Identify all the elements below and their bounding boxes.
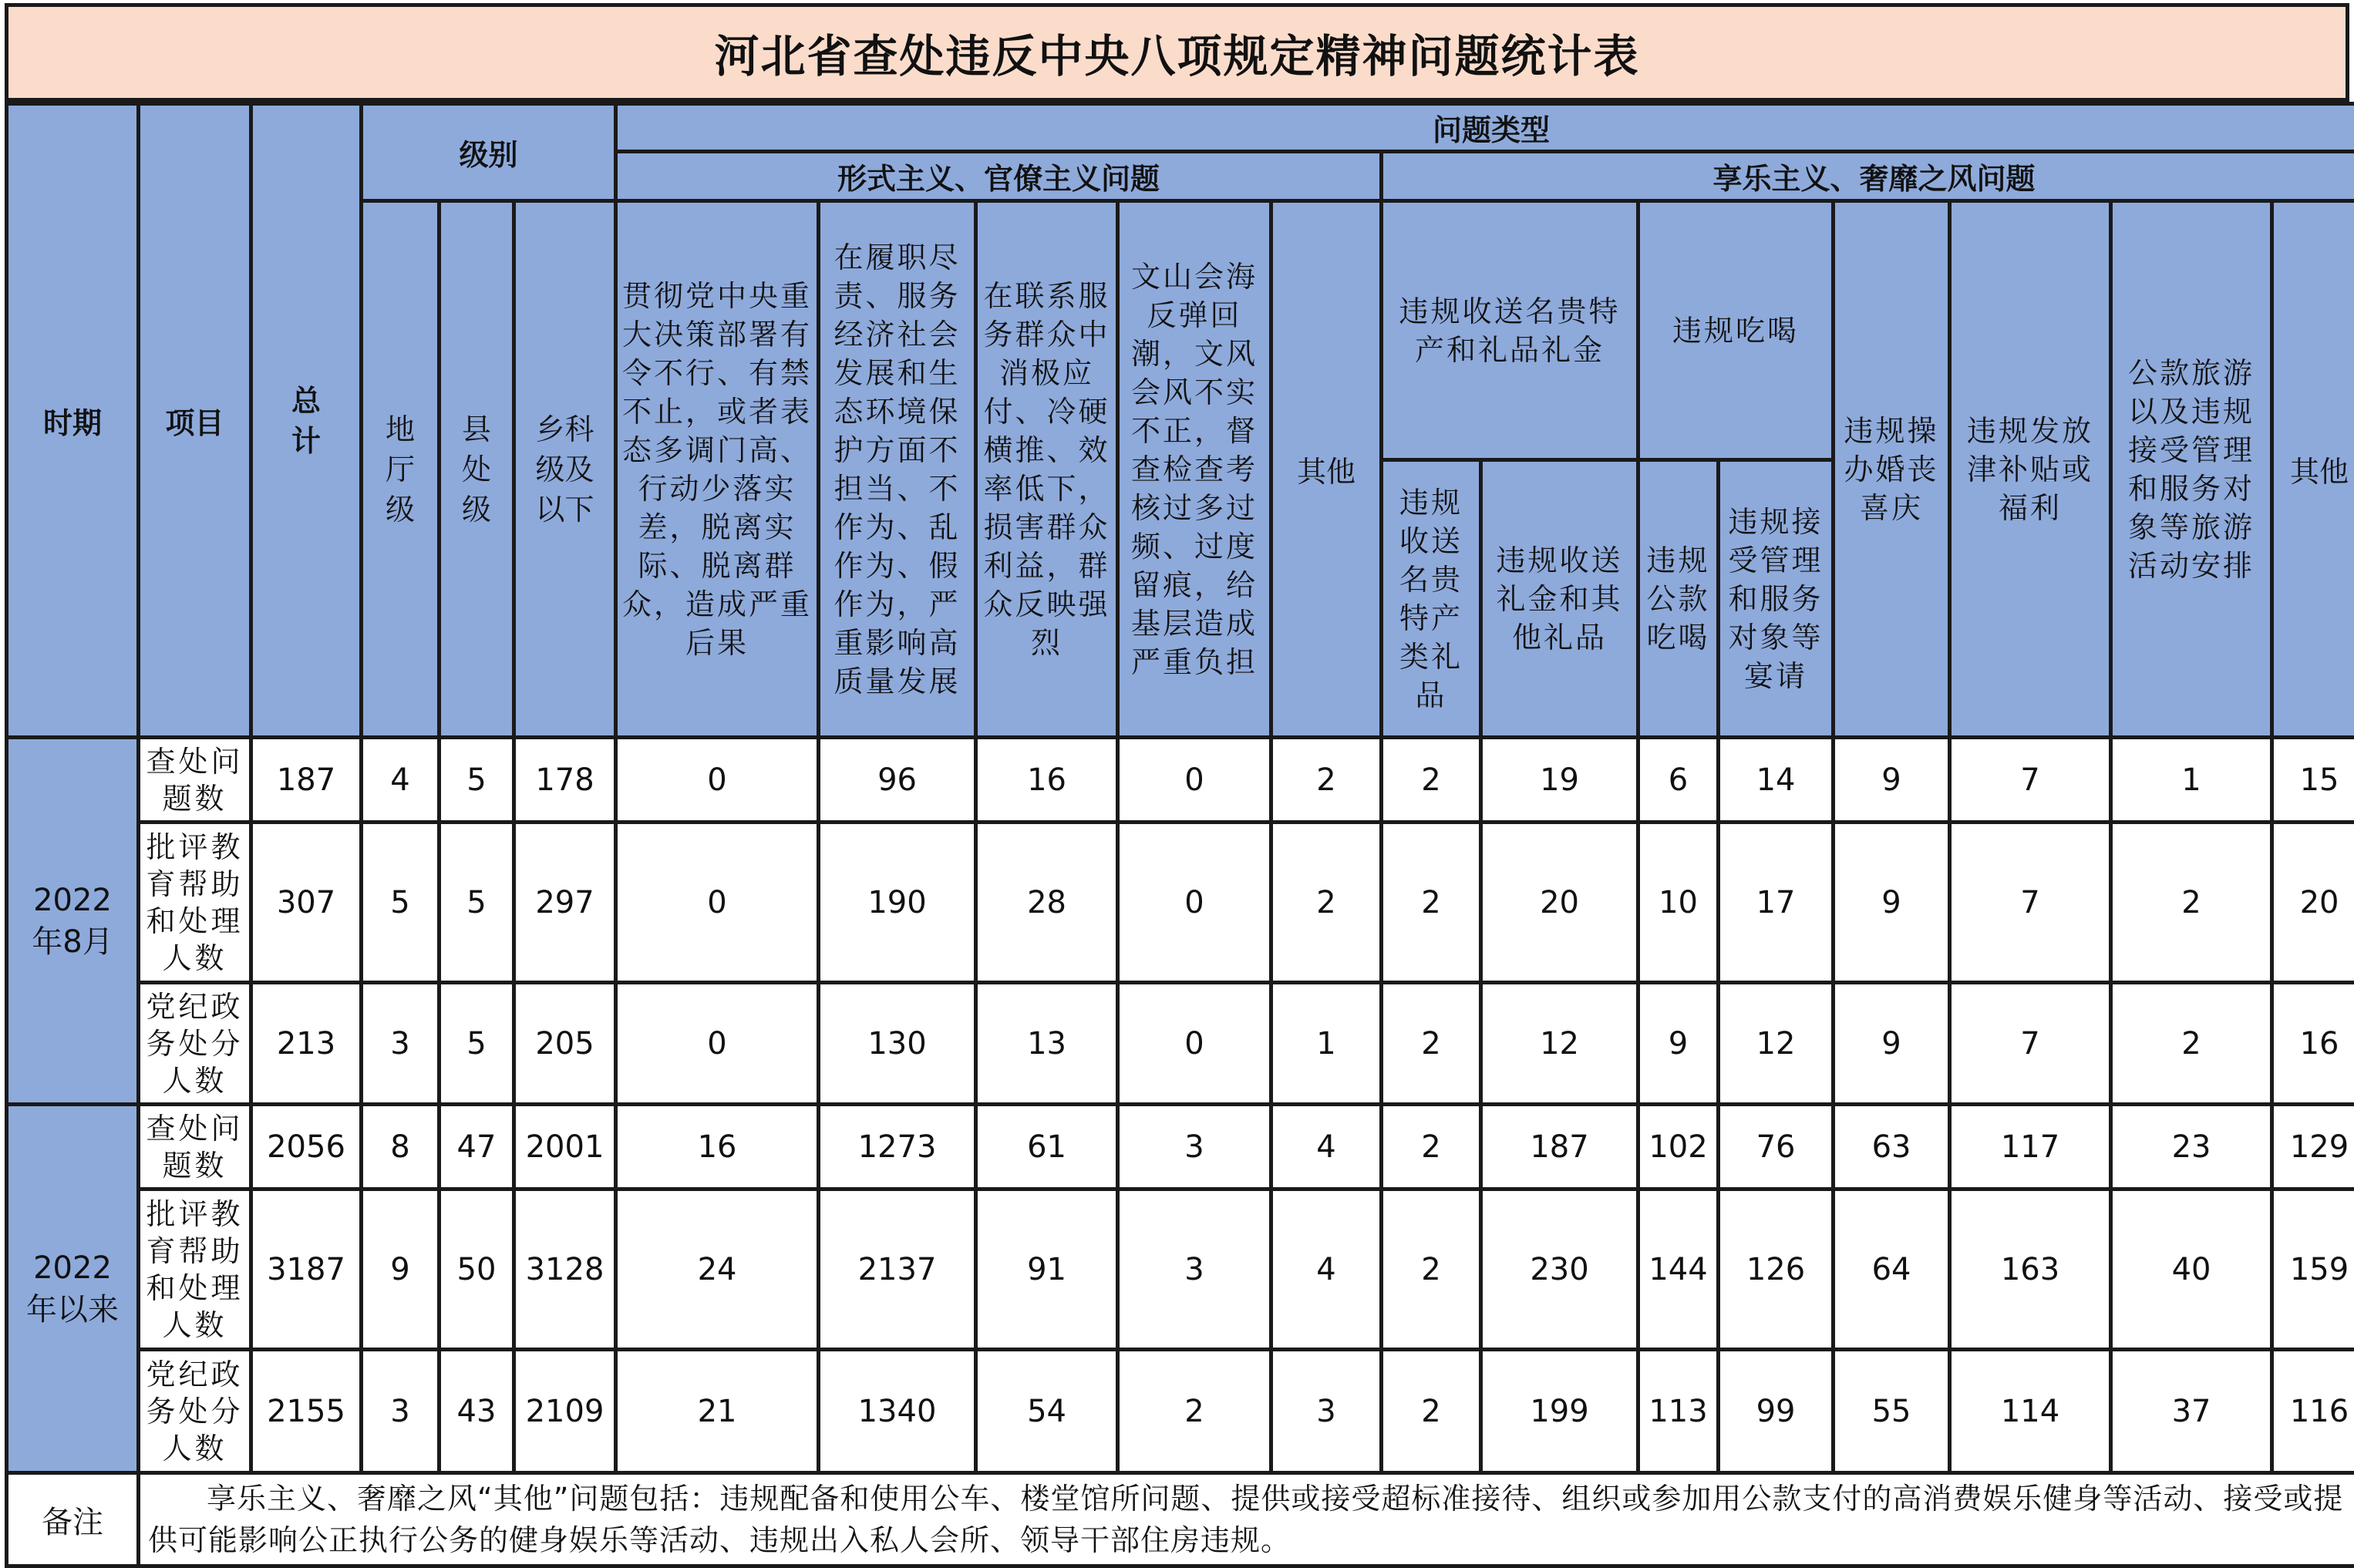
header-hedonism: 享乐主义、奢靡之风问题	[1382, 152, 2354, 201]
header-gifts-cash: 违规收送礼金和其他礼品	[1481, 460, 1638, 738]
page-title: 河北省查处违反中央八项规定精神问题统计表	[7, 5, 2348, 100]
cell-formalism-other: 2	[1271, 738, 1382, 823]
row-item-label: 批评教育帮助和处理人数	[139, 823, 251, 983]
note-text: 享乐主义、奢靡之风“其他”问题包括：违规配备和使用公车、楼堂馆所问题、提供或接受超标准接待、组织或参加用公款支付的高消费娱乐健身等活动、接受或提供可能影响公正执行公务的健身娱乐等活动、违规出入私人会所、领导干部住房违规。	[139, 1473, 2354, 1566]
cell-gifts-specialty: 2	[1382, 1350, 1481, 1473]
header-level-county	[439, 201, 514, 738]
cell-total: 307	[251, 823, 362, 983]
cell-gifts-cash: 187	[1481, 1105, 1638, 1189]
cell-gifts-specialty: 2	[1382, 1105, 1481, 1189]
cell-county: 5	[439, 823, 514, 983]
cell-weddings-funerals: 64	[1834, 1189, 1950, 1350]
cell-formalism-other: 4	[1271, 1189, 1382, 1350]
cell-hedonism-other: 20	[2272, 823, 2354, 983]
header-item: 项目	[139, 104, 251, 738]
header-total	[251, 104, 362, 738]
cell-dining-public: 6	[1638, 738, 1719, 823]
table-row	[7, 1350, 2354, 1473]
cell-allowances: 117	[1950, 1105, 2111, 1189]
cell-hedonism-other: 16	[2272, 983, 2354, 1105]
cell-prefecture: 3	[362, 983, 439, 1105]
header-level-county-text: 县处级	[460, 409, 493, 530]
cell-decision: 0	[616, 823, 819, 983]
cell-gifts-specialty: 2	[1382, 823, 1481, 983]
cell-formalism-other: 1	[1271, 983, 1382, 1105]
header-formalism: 形式主义、官僚主义问题	[616, 152, 1382, 201]
cell-meetings: 0	[1118, 823, 1271, 983]
cell-gifts-cash: 20	[1481, 823, 1638, 983]
cell-public-travel: 1	[2111, 738, 2272, 823]
header-dining-public: 违规公款吃喝	[1638, 460, 1719, 738]
header-period: 时期	[7, 104, 139, 738]
header-level: 级别	[362, 104, 616, 201]
cell-meetings: 3	[1118, 1189, 1271, 1350]
cell-dining-banquets: 76	[1719, 1105, 1834, 1189]
cell-township: 297	[514, 823, 616, 983]
cell-service: 16	[976, 738, 1118, 823]
cell-duty: 2137	[819, 1189, 976, 1350]
cell-duty: 130	[819, 983, 976, 1105]
cell-hedonism-other: 116	[2272, 1350, 2354, 1473]
period-label-text: 2022年8月	[22, 880, 123, 963]
cell-formalism-other: 2	[1271, 823, 1382, 983]
cell-service: 28	[976, 823, 1118, 983]
cell-weddings-funerals: 63	[1834, 1105, 1950, 1189]
header-formalism-decision: 贯彻党中央重大决策部署有令不行、有禁不止，或者表态多调门高、行动少落实差，脱离实际、脱离群众，造成严重后果	[616, 201, 819, 738]
cell-decision: 0	[616, 738, 819, 823]
cell-township: 3128	[514, 1189, 616, 1350]
cell-allowances: 163	[1950, 1189, 2111, 1350]
cell-decision: 24	[616, 1189, 819, 1350]
row-item-label: 查处问题数	[139, 1105, 251, 1189]
cell-gifts-specialty: 2	[1382, 738, 1481, 823]
cell-township: 2001	[514, 1105, 616, 1189]
cell-gifts-cash: 19	[1481, 738, 1638, 823]
header-level-prefecture-text: 地厅级	[383, 409, 417, 530]
header-dining-group: 违规吃喝	[1638, 201, 1834, 460]
cell-dining-banquets: 99	[1719, 1350, 1834, 1473]
cell-dining-public: 113	[1638, 1350, 1719, 1473]
period-label-text: 2022年以来	[22, 1247, 123, 1331]
cell-allowances: 7	[1950, 823, 2111, 983]
cell-allowances: 114	[1950, 1350, 2111, 1473]
cell-prefecture: 8	[362, 1105, 439, 1189]
header-formalism-other: 其他	[1271, 201, 1382, 738]
cell-meetings: 0	[1118, 738, 1271, 823]
table-row	[7, 1105, 2354, 1189]
cell-county: 43	[439, 1350, 514, 1473]
cell-dining-banquets: 126	[1719, 1189, 1834, 1350]
row-item-label: 查处问题数	[139, 738, 251, 823]
cell-duty: 190	[819, 823, 976, 983]
header-formalism-meetings: 文山会海反弹回潮，文风会风不实不正，督查检查考核过多过频、过度留痕，给基层造成严重负担	[1118, 201, 1271, 738]
cell-weddings-funerals: 9	[1834, 983, 1950, 1105]
cell-public-travel: 40	[2111, 1189, 2272, 1350]
cell-gifts-specialty: 2	[1382, 1189, 1481, 1350]
cell-dining-banquets: 12	[1719, 983, 1834, 1105]
header-hedonism-other: 其他	[2272, 201, 2354, 738]
cell-gifts-cash: 230	[1481, 1189, 1638, 1350]
cell-hedonism-other: 129	[2272, 1105, 2354, 1189]
cell-weddings-funerals: 9	[1834, 738, 1950, 823]
cell-duty: 96	[819, 738, 976, 823]
header-problem-type: 问题类型	[616, 104, 2354, 152]
cell-county: 50	[439, 1189, 514, 1350]
cell-service: 54	[976, 1350, 1118, 1473]
cell-weddings-funerals: 9	[1834, 823, 1950, 983]
header-gifts-specialty: 违规收送名贵特产类礼品	[1382, 460, 1481, 738]
period-label	[7, 1105, 139, 1473]
row-item-label: 党纪政务处分人数	[139, 1350, 251, 1473]
header-weddings-funerals: 违规操办婚丧喜庆	[1834, 201, 1950, 738]
cell-total: 187	[251, 738, 362, 823]
cell-township: 205	[514, 983, 616, 1105]
cell-prefecture: 5	[362, 823, 439, 983]
cell-decision: 0	[616, 983, 819, 1105]
cell-gifts-cash: 199	[1481, 1350, 1638, 1473]
cell-hedonism-other: 15	[2272, 738, 2354, 823]
cell-meetings: 2	[1118, 1350, 1271, 1473]
cell-county: 5	[439, 738, 514, 823]
cell-county: 5	[439, 983, 514, 1105]
table-row	[7, 823, 2354, 983]
cell-prefecture: 9	[362, 1189, 439, 1350]
cell-formalism-other: 3	[1271, 1350, 1382, 1473]
cell-gifts-cash: 12	[1481, 983, 1638, 1105]
header-level-township	[514, 201, 616, 738]
title-table	[5, 3, 2349, 102]
header-gifts-group: 违规收送名贵特产和礼品礼金	[1382, 201, 1638, 460]
cell-gifts-specialty: 2	[1382, 983, 1481, 1105]
cell-township: 178	[514, 738, 616, 823]
cell-duty: 1273	[819, 1105, 976, 1189]
cell-total: 213	[251, 983, 362, 1105]
header-formalism-service: 在联系服务群众中消极应付、冷硬横推、效率低下，损害群众利益，群众反映强烈	[976, 201, 1118, 738]
header-level-township-text: 乡科级及以下	[531, 409, 599, 530]
cell-formalism-other: 4	[1271, 1105, 1382, 1189]
row-item-label: 党纪政务处分人数	[139, 983, 251, 1105]
row-item-label: 批评教育帮助和处理人数	[139, 1189, 251, 1350]
cell-dining-public: 9	[1638, 983, 1719, 1105]
cell-service: 61	[976, 1105, 1118, 1189]
cell-dining-public: 102	[1638, 1105, 1719, 1189]
cell-public-travel: 2	[2111, 983, 2272, 1105]
cell-prefecture: 4	[362, 738, 439, 823]
cell-dining-public: 144	[1638, 1189, 1719, 1350]
header-allowances: 违规发放津补贴或福利	[1950, 201, 2111, 738]
cell-dining-public: 10	[1638, 823, 1719, 983]
cell-prefecture: 3	[362, 1350, 439, 1473]
cell-dining-banquets: 14	[1719, 738, 1834, 823]
cell-county: 47	[439, 1105, 514, 1189]
cell-total: 2056	[251, 1105, 362, 1189]
header-total-text: 总计	[289, 381, 323, 461]
cell-public-travel: 2	[2111, 823, 2272, 983]
cell-allowances: 7	[1950, 738, 2111, 823]
cell-hedonism-other: 159	[2272, 1189, 2354, 1350]
cell-allowances: 7	[1950, 983, 2111, 1105]
cell-duty: 1340	[819, 1350, 976, 1473]
table-row	[7, 738, 2354, 823]
cell-public-travel: 23	[2111, 1105, 2272, 1189]
statistics-table	[5, 102, 2354, 1568]
cell-service: 91	[976, 1189, 1118, 1350]
header-formalism-duty: 在履职尽责、服务经济社会发展和生态环境保护方面不担当、不作为、乱作为、假作为，严重影响高质量发展	[819, 201, 976, 738]
period-label	[7, 738, 139, 1105]
cell-dining-banquets: 17	[1719, 823, 1834, 983]
note-label: 备注	[7, 1473, 139, 1566]
cell-public-travel: 37	[2111, 1350, 2272, 1473]
header-level-prefecture	[362, 201, 439, 738]
table-row	[7, 1189, 2354, 1350]
cell-total: 3187	[251, 1189, 362, 1350]
cell-total: 2155	[251, 1350, 362, 1473]
cell-meetings: 3	[1118, 1105, 1271, 1189]
cell-township: 2109	[514, 1350, 616, 1473]
table-row	[7, 983, 2354, 1105]
cell-weddings-funerals: 55	[1834, 1350, 1950, 1473]
note-row	[7, 1473, 2354, 1566]
cell-meetings: 0	[1118, 983, 1271, 1105]
header-public-travel: 公款旅游以及违规接受管理和服务对象等旅游活动安排	[2111, 201, 2272, 738]
cell-decision: 21	[616, 1350, 819, 1473]
cell-decision: 16	[616, 1105, 819, 1189]
cell-service: 13	[976, 983, 1118, 1105]
header-dining-banquets: 违规接受管理和服务对象等宴请	[1719, 460, 1834, 738]
